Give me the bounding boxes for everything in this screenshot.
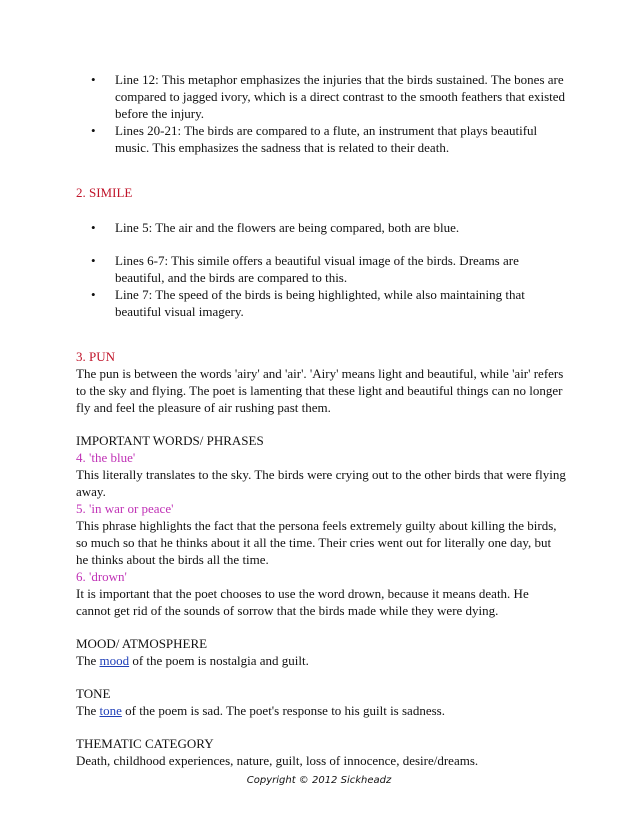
pun-heading: 3. PUN [76,349,116,364]
thematic-paragraph: Death, childhood experiences, nature, guilt, loss of innocence, desire/dreams. [76,753,479,768]
tone-suffix: of the poem is sad. The poet's response to his guilt is sadness. [121,703,445,718]
tone-heading: TONE [76,686,111,701]
list-item: • Line 5: The air and the flowers are being compared, both are blue. [76,219,566,236]
mood-heading: MOOD/ ATMOSPHERE [76,636,208,651]
mood-paragraph [76,652,566,669]
mood-prefix: The [76,653,100,668]
important-item-text: This phrase highlights the fact that the persona feels extremely guilty about killing the birds, so much so that he thinks about it all the time. Their cries went out for literally one day, but he thinks about the birds all the time. [76,518,557,567]
pun-paragraph: The pun is between the words 'airy' and 'air'. 'Airy' means light and beautiful, while 'air' refers to the sky and flying. The poet is lamenting that these light and beautiful things can no longer fly and feel the pleasure of air rushing past them. [76,366,564,415]
list-item: • Lines 6-7: This simile offers a beautiful visual image of the birds. Dreams are beautiful, and the birds are compared to this. [76,252,566,286]
important-item-text: This literally translates to the sky. The birds were crying out to the other birds that were flying away. [76,467,566,499]
mood-link[interactable]: mood [99,653,130,668]
important-words-heading: IMPORTANT WORDS/ PHRASES [76,433,264,448]
simile-heading: 2. SIMILE [76,185,133,200]
mood-suffix: of the poem is nostalgia and guilt. [129,653,309,668]
important-item-text: It is important that the poet chooses to use the word drown, because it means death. He cannot get rid of the sounds of sorrow that the birds made while they were dying. [76,586,529,618]
list-item: • Line 12: This metaphor emphasizes the injuries that the birds sustained. The bones are compared to jagged ivory, which is a direct contrast to the smooth feathers that existed before the injury. [76,71,566,122]
list-item: • Line 7: The speed of the birds is being highlighted, while also maintaining that beautiful visual imagery. [76,286,566,320]
copyright-footer: Copyright © 2012 Sickheadz [246,775,392,786]
tone-paragraph [76,702,566,719]
important-item-label: 6. 'drown' [76,569,127,584]
important-item-label: 4. 'the blue' [76,450,136,465]
tone-prefix: The [76,703,100,718]
thematic-heading: THEMATIC CATEGORY [76,736,214,751]
document-body [76,71,566,769]
list-item: • Lines 20-21: The birds are compared to a flute, an instrument that plays beautiful music. This emphasizes the sadness that is related to their death. [76,122,566,156]
important-item-label: 5. 'in war or peace' [76,501,174,516]
tone-link[interactable]: tone [99,703,122,718]
simile-bullet-list [76,219,566,320]
metaphor-bullet-list [76,71,566,156]
